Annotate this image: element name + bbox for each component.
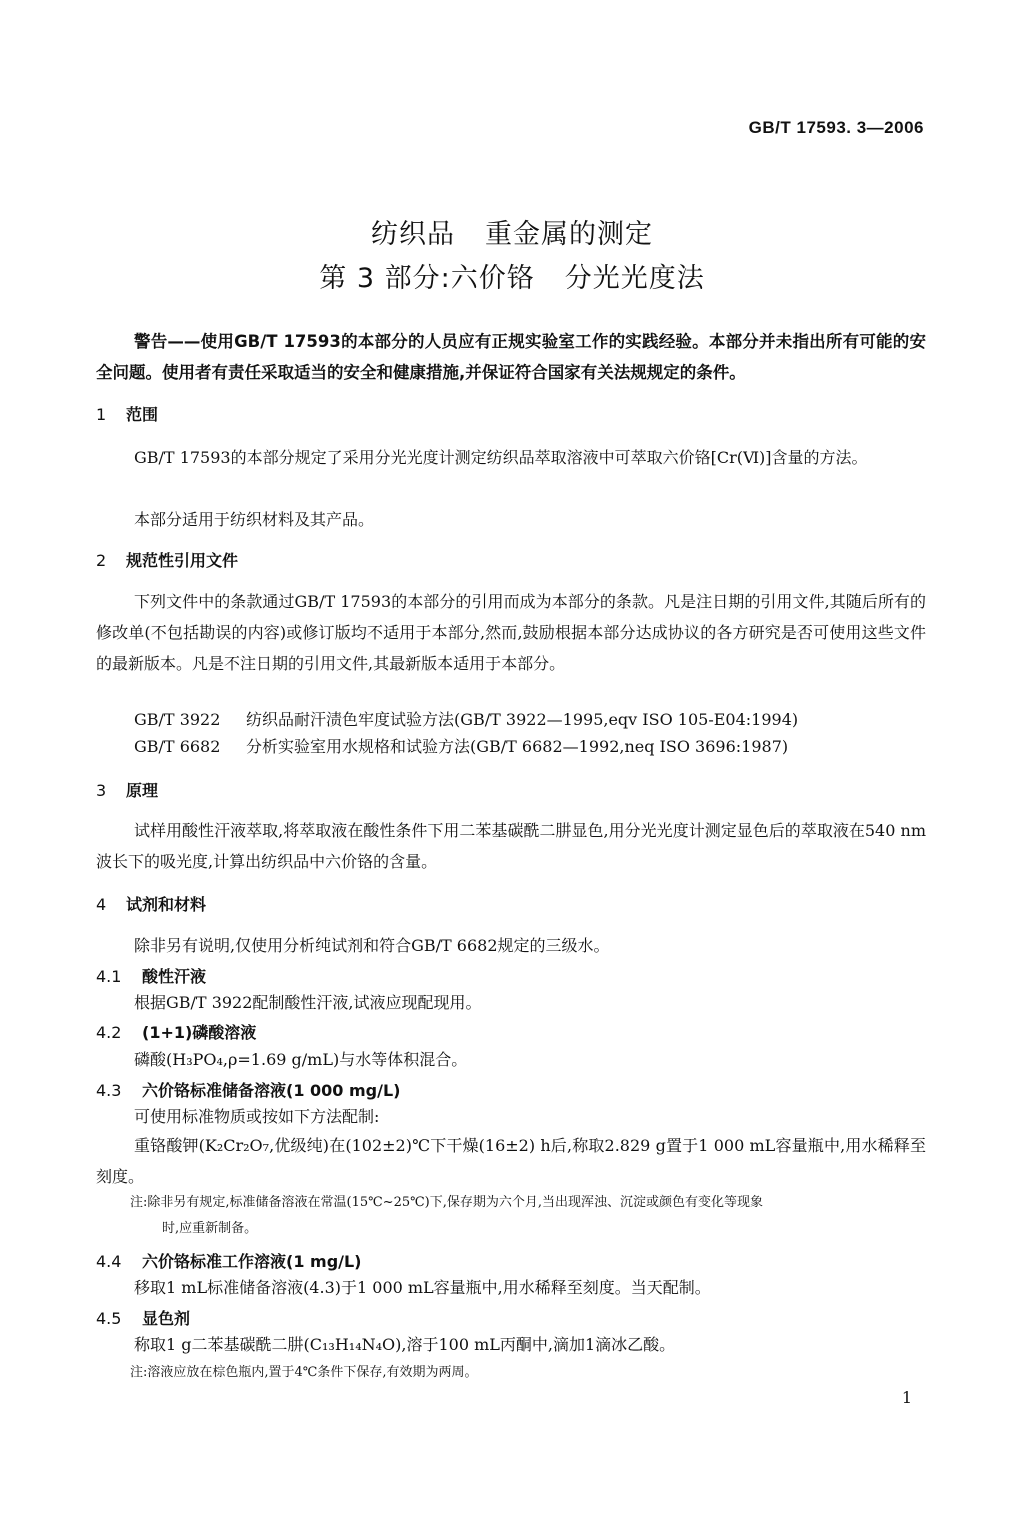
subsection-4-5-heading (96, 1306, 190, 1329)
reference-title: 纺织品耐汗渍色牢度试验方法(GB/T 3922—1995,eqv ISO 105-E04:1994) (246, 710, 799, 729)
subsection-number: 4.4 (96, 1252, 122, 1271)
subsection-4-1-text: 根据GB/T 3922配制酸性汗液,试液应现配现用。 (134, 993, 482, 1012)
subsection-number: 4.2 (96, 1023, 122, 1042)
section-number: 2 (96, 551, 107, 570)
subsection-4-5-text: 称取1 g二苯基碳酰二肼(C₁₃H₁₄N₄O),溶于100 mL丙酮中,滴加1滴冰乙酸。 (134, 1335, 676, 1354)
subsection-title: (1+1)磷酸溶液 (142, 1023, 257, 1042)
standard-number: GB/T 17593. 3—2006 (748, 118, 924, 137)
subsection-number: 4.5 (96, 1309, 122, 1328)
note-text-continued: 时,应重新制备。 (162, 1221, 258, 1236)
section-4-intro: 除非另有说明,仅使用分析纯试剂和符合GB/T 6682规定的三级水。 (134, 936, 610, 955)
normative-reference-2 (134, 735, 788, 759)
note-4-3 (130, 1190, 926, 1242)
section-3-paragraph-1: 试样用酸性汗液萃取,将萃取液在酸性条件下用二苯基碳酰二肼显色,用分光光度计测定显色后的萃取液在540 nm波长下的吸光度,计算出纺织品中六价铬的含量。 (96, 821, 926, 871)
section-2-heading (96, 548, 238, 571)
normative-reference-1 (134, 708, 798, 732)
note-label: 注: (130, 1195, 148, 1210)
section-number: 1 (96, 405, 107, 424)
subsection-4-1-heading (96, 964, 206, 987)
section-1-heading (96, 402, 158, 425)
reference-title: 分析实验室用水规格和试验方法(GB/T 6682—1992,neq ISO 3696:1987) (246, 737, 789, 756)
reference-code: GB/T 3922 (134, 710, 221, 729)
subsection-4-4-heading (96, 1249, 362, 1272)
section-1-paragraph-1: GB/T 17593的本部分规定了采用分光光度计测定纺织品萃取溶液中可萃取六价铬[Cr(Ⅵ)]含量的方法。 (134, 448, 868, 467)
reference-code: GB/T 6682 (134, 737, 221, 756)
subsection-4-4-text: 移取1 mL标准储备溶液(4.3)于1 000 mL容量瓶中,用水稀释至刻度。当天配制。 (134, 1278, 711, 1297)
title-part-d: 分光光度法 (564, 263, 705, 294)
subsection-title: 显色剂 (142, 1309, 191, 1328)
note-text: 溶液应放在棕色瓶内,置于4℃条件下保存,有效期为两周。 (147, 1365, 478, 1380)
section-number: 3 (96, 781, 107, 800)
subsection-number: 4.1 (96, 967, 122, 986)
note-4-5 (130, 1360, 926, 1386)
section-title: 试剂和材料 (126, 895, 207, 914)
subsection-number: 4.3 (96, 1081, 122, 1100)
title-part-a: 纺织品 (371, 219, 455, 250)
subsection-4-3-text-2: 重铬酸钾(K₂Cr₂O₇,优级纯)在(102±2)℃下干燥(16±2) h后,称取2.829 g置于1 000 mL容量瓶中,用水稀释至刻度。 (96, 1136, 926, 1186)
section-number: 4 (96, 895, 107, 914)
section-1-paragraph-2: 本部分适用于纺织材料及其产品。 (134, 510, 375, 529)
note-text: 除非另有规定,标准储备溶液在常温(15℃~25℃)下,保存期为六个月,当出现浑浊、沉淀或颜色有变化等现象 (147, 1195, 763, 1210)
subsection-4-3-heading (96, 1078, 400, 1101)
title-part-c: 第 3 部分:六价铬 (319, 263, 535, 294)
section-3-heading (96, 778, 158, 801)
section-4-heading (96, 892, 206, 915)
title-part-b: 重金属的测定 (485, 219, 653, 250)
subsection-4-3-text-1: 可使用标准物质或按如下方法配制: (134, 1107, 380, 1126)
subsection-4-2-heading (96, 1020, 256, 1043)
section-title: 范围 (126, 405, 159, 424)
document-title-line2 (0, 256, 1024, 295)
subsection-title: 酸性汗液 (142, 967, 207, 986)
subsection-4-2-text: 磷酸(H₃PO₄,ρ=1.69 g/mL)与水等体积混合。 (134, 1050, 468, 1069)
subsection-title: 六价铬标准储备溶液(1 000 mg/L) (142, 1081, 401, 1100)
warning-paragraph: 警告——使用GB/T 17593的本部分的人员应有正规实验室工作的实践经验。本部分并未指出所有可能的安全问题。使用者有责任采取适当的安全和健康措施,并保证符合国家有关法规规定的条件。 (96, 332, 926, 382)
document-title-line1 (0, 212, 1024, 251)
subsection-title: 六价铬标准工作溶液(1 mg/L) (142, 1252, 362, 1271)
section-title: 原理 (126, 781, 159, 800)
page-number: 1 (901, 1388, 912, 1407)
section-title: 规范性引用文件 (126, 551, 239, 570)
note-label: 注: (130, 1365, 148, 1380)
section-2-paragraph-1: 下列文件中的条款通过GB/T 17593的本部分的引用而成为本部分的条款。凡是注日期的引用文件,其随后所有的修改单(不包括勘误的内容)或修订版均不适用于本部分,然而,鼓励根据本部分达成协议的各方研究是否可使用这些文件的最新版本。凡是不注日期的引用文件,其最新版本适用于本部分。 (96, 592, 926, 673)
